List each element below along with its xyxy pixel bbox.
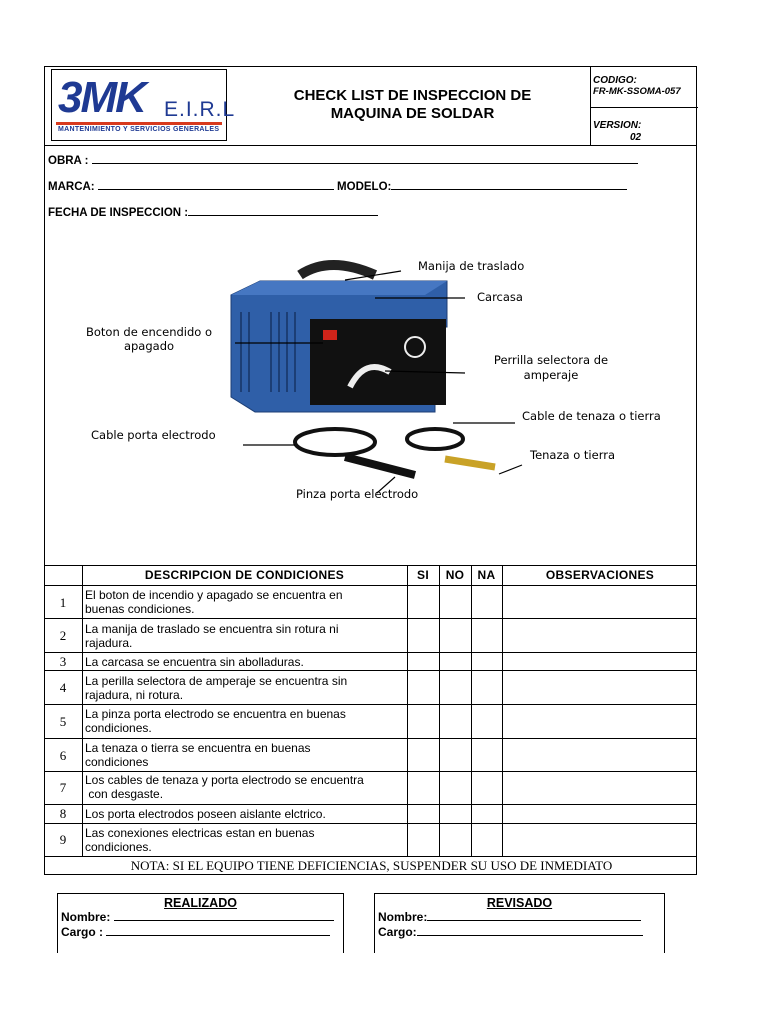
modelo-label: MODELO: (337, 181, 392, 193)
col-header-descripcion: DESCRIPCION DE CONDICIONES (144, 568, 345, 582)
title-line-1: CHECK LIST DE INSPECCION DE (293, 87, 532, 104)
obra-line[interactable] (92, 154, 638, 164)
obra-field[interactable] (48, 154, 638, 167)
label-boton-line-1: Boton de encendido o (85, 325, 213, 339)
table-row (85, 655, 407, 669)
realizado-cargo[interactable] (61, 925, 343, 940)
nombre-line[interactable] (427, 911, 641, 921)
header-bottom-rule (45, 145, 696, 146)
logo-mark: 3MK (58, 73, 145, 122)
version-label: VERSION: (593, 120, 642, 131)
row-number: 5 (59, 714, 67, 729)
row-text: buenas condiciones. (85, 602, 195, 616)
row-number: 3 (59, 654, 67, 669)
row-text: rajadura, ni rotura. (85, 688, 184, 702)
cargo-line[interactable] (106, 926, 330, 936)
col-rule (439, 565, 440, 856)
revisado-nombre[interactable] (378, 910, 664, 925)
marca-label: MARCA: (48, 181, 95, 193)
welding-machine-illustration (45, 227, 698, 567)
label-manija: Manija de traslado (418, 259, 525, 273)
table-header-rule (45, 585, 696, 586)
table-row (85, 741, 407, 769)
cargo-label: Cargo : (61, 925, 107, 939)
cargo-label: Cargo: (378, 925, 417, 939)
row-rule (45, 704, 696, 705)
obra-label: OBRA : (48, 155, 89, 167)
nombre-label: Nombre: (378, 910, 428, 924)
document-title (235, 87, 590, 123)
row-rule (45, 652, 696, 653)
table-row (85, 773, 407, 801)
fecha-label: FECHA DE INSPECCION : (48, 207, 189, 219)
revisado-box (374, 893, 665, 953)
col-rule (82, 565, 83, 856)
label-boton (81, 325, 217, 353)
table-row (85, 674, 407, 702)
row-text: La pinza porta electrodo se encuentra en buenas (85, 707, 346, 721)
checklist-sheet (44, 66, 697, 875)
row-number: 1 (59, 595, 67, 610)
label-perrilla-line-1: Perrilla selectora de (493, 353, 609, 367)
row-text: La tenaza o tierra se encuentra en buenas (85, 741, 311, 755)
title-line-2: MAQUINA DE SOLDAR (330, 105, 495, 122)
label-pinza: Pinza porta electrodo (296, 487, 419, 501)
label-perrilla-line-2: amperaje (523, 368, 579, 382)
deficiency-note: NOTA: SI EL EQUIPO TIENE DEFICIENCIAS, SUSPENDER SU USO DE INMEDIATO (130, 858, 613, 873)
company-logo (51, 69, 236, 141)
logo-subtitle: MANTENIMIENTO Y SERVICIOS GENERALES (58, 126, 220, 133)
label-carcasa: Carcasa (477, 290, 523, 304)
row-text: condiciones. (85, 840, 152, 854)
row-text: condiciones. (85, 721, 152, 735)
row-text: con desgaste. (85, 787, 164, 801)
col-header-no: NO (445, 568, 465, 582)
row-rule (45, 823, 696, 824)
row-number: 7 (59, 780, 67, 795)
row-rule (45, 618, 696, 619)
fecha-line[interactable] (188, 206, 378, 216)
table-row (85, 807, 407, 821)
col-rule (407, 565, 408, 856)
col-rule (502, 565, 503, 856)
marca-line[interactable] (98, 180, 334, 190)
row-rule (45, 771, 696, 772)
row-number: 4 (59, 680, 67, 695)
table-row (85, 826, 407, 854)
version-value: 02 (630, 132, 642, 143)
row-text: La manija de traslado se encuentra sin rotura ni (85, 622, 339, 636)
row-number: 2 (59, 628, 67, 643)
realizado-nombre[interactable] (61, 910, 343, 925)
col-rule (471, 565, 472, 856)
logo-eirl: E.I.R.L (164, 98, 236, 121)
row-number: 8 (59, 806, 67, 821)
nombre-line[interactable] (114, 911, 334, 921)
row-text: Los cables de tenaza y porta electrodo se encuentra (85, 773, 364, 787)
revisado-cargo[interactable] (378, 925, 664, 940)
table-row (85, 588, 407, 616)
realizado-box (57, 893, 344, 953)
row-text: condiciones (85, 755, 149, 769)
table-row (85, 707, 407, 735)
col-header-si: SI (417, 568, 429, 582)
col-header-observaciones: OBSERVACIONES (545, 568, 655, 582)
realizado-title: REALIZADO (164, 896, 237, 910)
nombre-label: Nombre: (61, 910, 114, 924)
row-rule (45, 804, 696, 805)
row-text: Los porta electrodos poseen aislante elctrico. (85, 807, 326, 821)
modelo-line[interactable] (391, 180, 627, 190)
codigo-value: FR-MK-SSOMA-057 (593, 86, 681, 97)
revisado-title: REVISADO (486, 896, 553, 910)
row-text: rajadura. (85, 636, 133, 650)
label-perrilla (485, 353, 617, 383)
row-number: 6 (59, 748, 67, 763)
table-top-rule (45, 565, 696, 566)
label-boton-line-2: apagado (123, 339, 175, 353)
row-text: La carcasa se encuentra sin abolladuras. (85, 655, 304, 669)
logo-stripe (56, 122, 222, 125)
row-number: 9 (59, 832, 67, 847)
table-row (85, 622, 407, 650)
row-text: El boton de incendio y apagado se encuentra en (85, 588, 343, 602)
label-cable-porta: Cable porta electrodo (91, 428, 216, 442)
header-divider (590, 67, 591, 145)
fecha-field[interactable] (48, 206, 378, 219)
row-text: La perilla selectora de amperaje se encuentra sin (85, 674, 348, 688)
row-rule (45, 738, 696, 739)
codigo-label: CODIGO: (593, 75, 637, 86)
row-rule (45, 670, 696, 671)
label-cable-tenaza: Cable de tenaza o tierra (522, 409, 661, 423)
marca-field[interactable] (48, 180, 627, 193)
col-header-na: NA (477, 568, 496, 582)
cargo-line[interactable] (417, 926, 643, 936)
row-text: Las conexiones electricas estan en buenas (85, 826, 315, 840)
code-divider (590, 107, 698, 108)
table-bottom-rule (45, 856, 696, 857)
label-tenaza: Tenaza o tierra (530, 448, 615, 462)
